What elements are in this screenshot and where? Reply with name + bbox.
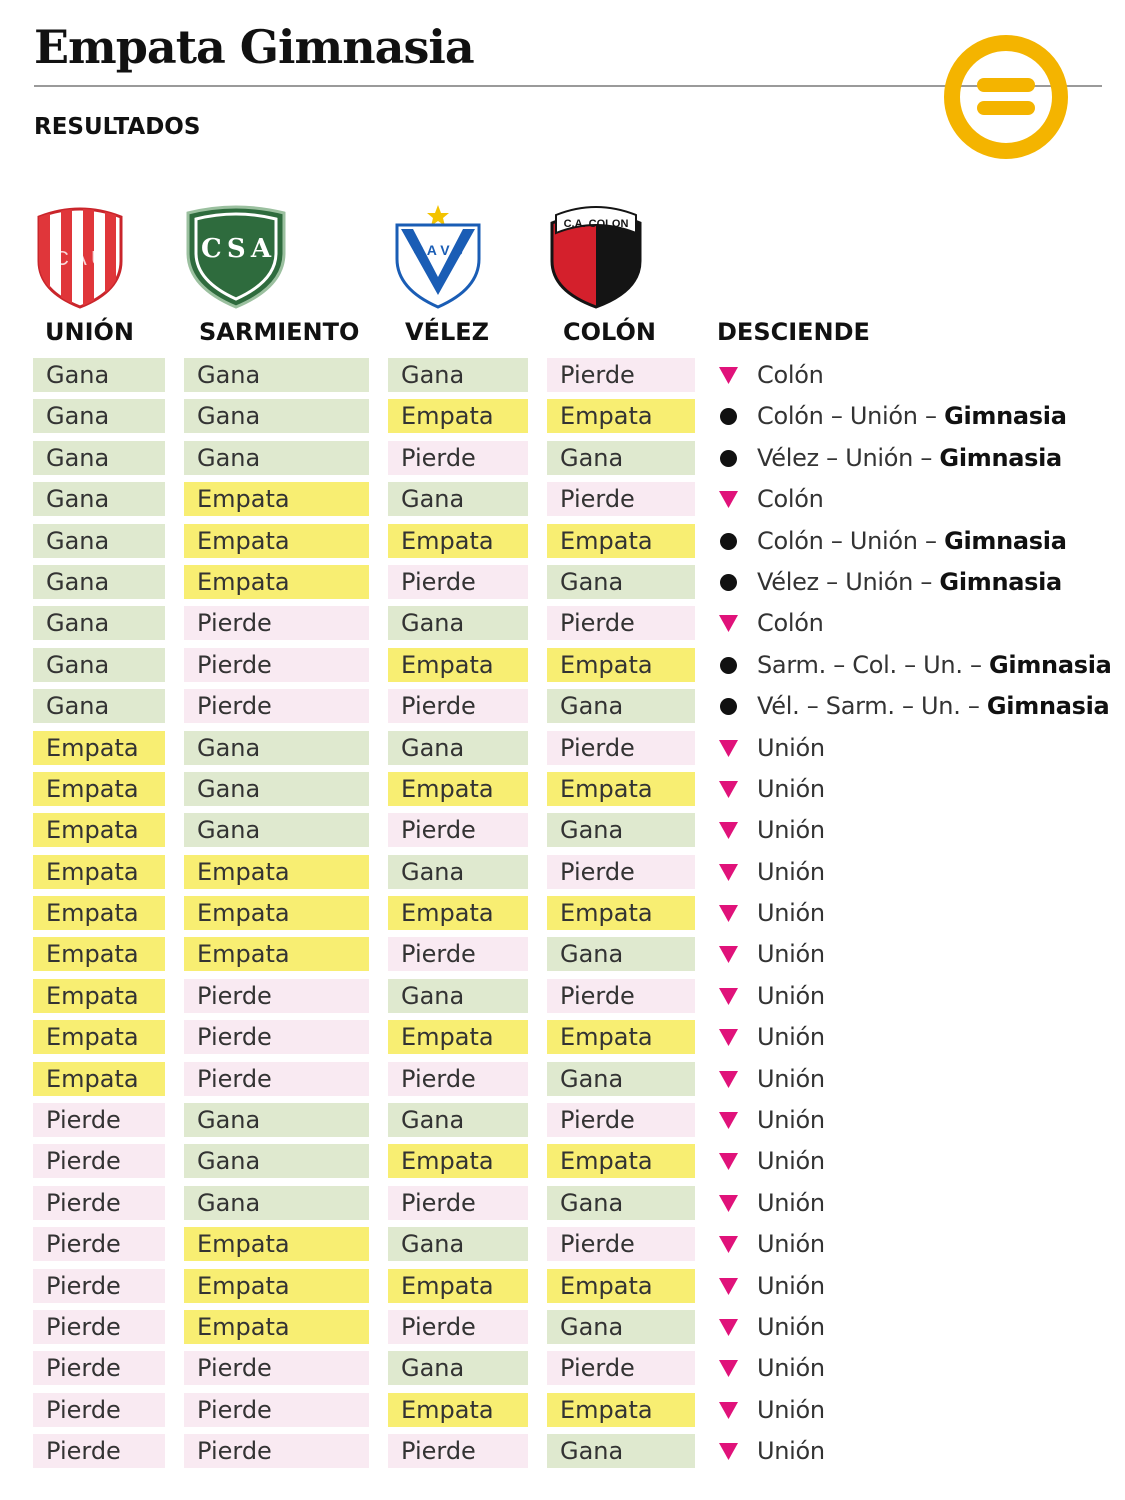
result-cell: Empata [388,399,528,433]
velez-crest-icon [393,203,483,309]
svg-text:C A V S: C A V S [413,242,463,258]
result-cell: Gana [388,855,528,889]
result-cell: Pierde [388,565,528,599]
result-cell: Empata [388,1269,528,1303]
result-cell: Gana [184,1186,369,1220]
result-cell: Empata [184,1310,369,1344]
descends-text [757,606,824,641]
result-cell: Empata [388,772,528,806]
result-cell: Empata [547,399,695,433]
descends-text [757,689,1109,724]
table-row [0,813,1125,854]
result-cell: Pierde [33,1434,165,1468]
result-cell: Gana [33,648,165,682]
descends-teams: Colón [757,485,824,514]
result-cell: Empata [184,937,369,971]
table-row [0,731,1125,772]
descends-text [757,441,1062,476]
descends-teams: Colón – Unión – [757,402,945,431]
descends-text [757,524,1067,559]
descends-text [757,855,825,890]
result-cell: Empata [184,482,369,516]
result-cell: Pierde [184,979,369,1013]
result-cell: Gana [184,1144,369,1178]
result-cell: Pierde [184,1393,369,1427]
descends-teams: Unión [757,1312,825,1341]
result-cell: Pierde [547,731,695,765]
table-row [0,1227,1125,1268]
table-row [0,358,1125,399]
result-cell: Gana [547,1310,695,1344]
descends-text [757,648,1112,683]
result-cell: Empata [547,524,695,558]
result-cell: Pierde [388,1434,528,1468]
result-cell: Pierde [547,482,695,516]
svg-text:C.A. COLON: C.A. COLON [563,218,629,230]
table-row [0,1434,1125,1475]
result-cell: Empata [388,1020,528,1054]
result-cell: Gana [547,937,695,971]
result-cell: Empata [184,855,369,889]
result-cell: Gana [547,1186,695,1220]
result-cell: Gana [547,565,695,599]
result-cell: Gana [388,606,528,640]
descends-text [757,772,825,807]
descends-text [757,1351,825,1386]
result-cell: Gana [33,358,165,392]
descends-teams: Unión [757,1106,825,1135]
result-cell: Pierde [547,855,695,889]
result-cell: Gana [388,482,528,516]
result-cell: Gana [388,358,528,392]
result-cell: Pierde [33,1310,165,1344]
down-triangle-icon [718,1401,739,1420]
colon-crest-icon [548,203,644,309]
result-cell: Pierde [184,1351,369,1385]
down-triangle-icon [718,1442,739,1461]
down-triangle-icon [718,821,739,840]
descends-highlight: Gimnasia [944,526,1067,555]
page-title: Empata Gimnasia [34,20,474,74]
down-triangle-icon [718,1235,739,1254]
down-triangle-icon [718,614,739,633]
down-triangle-icon [718,945,739,964]
result-cell: Gana [33,606,165,640]
descends-text [757,731,825,766]
result-cell: Gana [184,813,369,847]
result-cell: Pierde [388,937,528,971]
header-desciende: DESCIENDE [717,318,870,346]
result-cell: Pierde [184,1062,369,1096]
descends-teams: Unión [757,1147,825,1176]
descends-teams: Colón [757,361,824,389]
down-triangle-icon [718,863,739,882]
down-triangle-icon [718,904,739,923]
black-dot-icon [718,656,739,675]
result-cell: Gana [388,731,528,765]
down-triangle-icon [718,1028,739,1047]
union-crest-icon [33,203,127,309]
result-cell: Empata [184,565,369,599]
header-velez: VÉLEZ [405,318,490,346]
result-cell: Gana [33,399,165,433]
descends-teams: Vél. – Sarm. – Un. – [757,692,987,721]
svg-text:C A U: C A U [54,248,106,270]
result-cell: Gana [184,399,369,433]
result-cell: Pierde [184,689,369,723]
header-sarmiento: SARMIENTO [199,318,360,346]
header-union: UNIÓN [45,318,134,346]
result-cell: Empata [33,731,165,765]
result-cell: Gana [184,1103,369,1137]
descends-teams: Unión [757,1064,825,1093]
result-cell: Empata [184,524,369,558]
results-table [0,358,1125,1476]
result-cell: Pierde [184,648,369,682]
table-row [0,565,1125,606]
table-row [0,896,1125,937]
down-triangle-icon [718,490,739,509]
table-row [0,1351,1125,1392]
table-row [0,1186,1125,1227]
result-cell: Pierde [388,813,528,847]
down-triangle-icon [718,1277,739,1296]
result-cell: Pierde [547,358,695,392]
down-triangle-icon [718,1070,739,1089]
result-cell: Empata [184,1269,369,1303]
down-triangle-icon [718,1194,739,1213]
table-row [0,855,1125,896]
descends-text [757,1434,825,1469]
result-cell: Empata [33,855,165,889]
descends-teams: Unión [757,1230,825,1259]
table-row [0,937,1125,978]
result-cell: Pierde [184,1434,369,1468]
result-cell: Pierde [388,441,528,475]
down-triangle-icon [718,739,739,758]
result-cell: Empata [388,1144,528,1178]
result-cell: Empata [33,772,165,806]
result-cell: Pierde [547,1103,695,1137]
descends-text [757,937,825,972]
result-cell: Pierde [33,1351,165,1385]
result-cell: Empata [547,1393,695,1427]
table-row [0,606,1125,647]
result-cell: Gana [184,358,369,392]
result-cell: Gana [388,1227,528,1261]
descends-teams: Colón – Unión – [757,526,945,555]
result-cell: Pierde [388,1062,528,1096]
down-triangle-icon [718,1318,739,1337]
down-triangle-icon [718,1152,739,1171]
result-cell: Pierde [388,689,528,723]
result-cell: Gana [33,689,165,723]
result-cell: Pierde [184,1020,369,1054]
black-dot-icon [718,697,739,716]
result-cell: Pierde [547,606,695,640]
descends-teams: Vélez – Unión – [757,567,940,596]
table-row [0,482,1125,523]
descends-text [757,358,824,393]
table-row [0,441,1125,482]
descends-highlight: Gimnasia [939,443,1062,472]
descends-highlight: Gimnasia [939,567,1062,596]
section-subtitle: RESULTADOS [34,114,201,140]
result-cell: Gana [547,1434,695,1468]
table-row [0,1144,1125,1185]
table-row [0,648,1125,689]
result-cell: Gana [184,772,369,806]
result-cell: Gana [184,731,369,765]
result-cell: Empata [33,1062,165,1096]
descends-teams: Unión [757,1188,825,1217]
result-cell: Gana [184,441,369,475]
equals-icon [943,34,1069,160]
descends-teams: Unión [757,1395,825,1424]
descends-teams: Unión [757,1437,825,1466]
descends-text [757,1103,825,1138]
header-colon: COLÓN [563,318,656,346]
descends-text [757,399,1067,434]
black-dot-icon [718,532,739,551]
down-triangle-icon [718,366,739,385]
descends-text [757,1186,825,1221]
title-divider [34,85,1102,87]
descends-text [757,979,825,1014]
descends-text [757,813,825,848]
result-cell: Pierde [388,1310,528,1344]
table-row [0,1020,1125,1061]
result-cell: Gana [388,979,528,1013]
descends-teams: Unión [757,899,825,928]
svg-text:C S A: C S A [201,234,271,264]
descends-teams: Unión [757,1271,825,1300]
result-cell: Empata [547,1269,695,1303]
table-row [0,1393,1125,1434]
result-cell: Gana [388,1351,528,1385]
down-triangle-icon [718,987,739,1006]
black-dot-icon [718,573,739,592]
result-cell: Pierde [547,1227,695,1261]
result-cell: Pierde [33,1269,165,1303]
result-cell: Empata [547,1144,695,1178]
black-dot-icon [718,407,739,426]
result-cell: Pierde [184,606,369,640]
descends-text [757,1144,825,1179]
result-cell: Gana [547,1062,695,1096]
result-cell: Pierde [33,1227,165,1261]
result-cell: Empata [33,1020,165,1054]
descends-teams: Unión [757,1023,825,1052]
result-cell: Gana [33,524,165,558]
table-row [0,1310,1125,1351]
result-cell: Pierde [33,1393,165,1427]
result-cell: Gana [547,441,695,475]
result-cell: Empata [33,937,165,971]
descends-text [757,1020,825,1055]
descends-text [757,482,824,517]
table-row [0,689,1125,730]
result-cell: Pierde [547,1351,695,1385]
result-cell: Empata [547,896,695,930]
result-cell: Pierde [33,1144,165,1178]
result-cell: Empata [388,648,528,682]
result-cell: Gana [547,813,695,847]
descends-teams: Unión [757,816,825,845]
descends-text [757,896,825,931]
down-triangle-icon [718,1111,739,1130]
result-cell: Gana [547,689,695,723]
down-triangle-icon [718,1359,739,1378]
result-cell: Empata [388,896,528,930]
result-cell: Empata [184,896,369,930]
result-cell: Pierde [33,1103,165,1137]
result-cell: Pierde [388,1186,528,1220]
descends-highlight: Gimnasia [986,692,1110,721]
table-row [0,1103,1125,1144]
result-cell: Empata [388,524,528,558]
descends-text [757,1227,825,1262]
descends-text [757,1310,825,1345]
table-row [0,979,1125,1020]
descends-teams: Unión [757,940,825,969]
result-cell: Empata [547,772,695,806]
descends-teams: Unión [757,774,825,803]
sarmiento-crest-icon [184,203,288,309]
descends-teams: Unión [757,981,825,1010]
result-cell: Empata [547,648,695,682]
table-row [0,1062,1125,1103]
descends-teams: Unión [757,857,825,886]
descends-text [757,1393,825,1428]
result-cell: Gana [388,1103,528,1137]
descends-teams: Sarm. – Col. – Un. – [757,650,990,679]
descends-teams: Unión [757,1354,825,1383]
descends-teams: Colón [757,609,824,638]
descends-teams: Unión [757,733,825,762]
result-cell: Empata [33,813,165,847]
result-cell: Gana [33,482,165,516]
result-cell: Empata [33,896,165,930]
descends-text [757,565,1062,600]
down-triangle-icon [718,780,739,799]
result-cell: Pierde [33,1186,165,1220]
result-cell: Empata [388,1393,528,1427]
descends-highlight: Gimnasia [944,402,1067,431]
result-cell: Gana [33,565,165,599]
table-row [0,1269,1125,1310]
result-cell: Empata [184,1227,369,1261]
table-row [0,399,1125,440]
descends-highlight: Gimnasia [989,650,1112,679]
result-cell: Gana [33,441,165,475]
descends-teams: Vélez – Unión – [757,443,940,472]
descends-text [757,1269,825,1304]
black-dot-icon [718,449,739,468]
table-row [0,524,1125,565]
table-row [0,772,1125,813]
result-cell: Empata [547,1020,695,1054]
result-cell: Empata [33,979,165,1013]
descends-text [757,1062,825,1097]
result-cell: Pierde [547,979,695,1013]
